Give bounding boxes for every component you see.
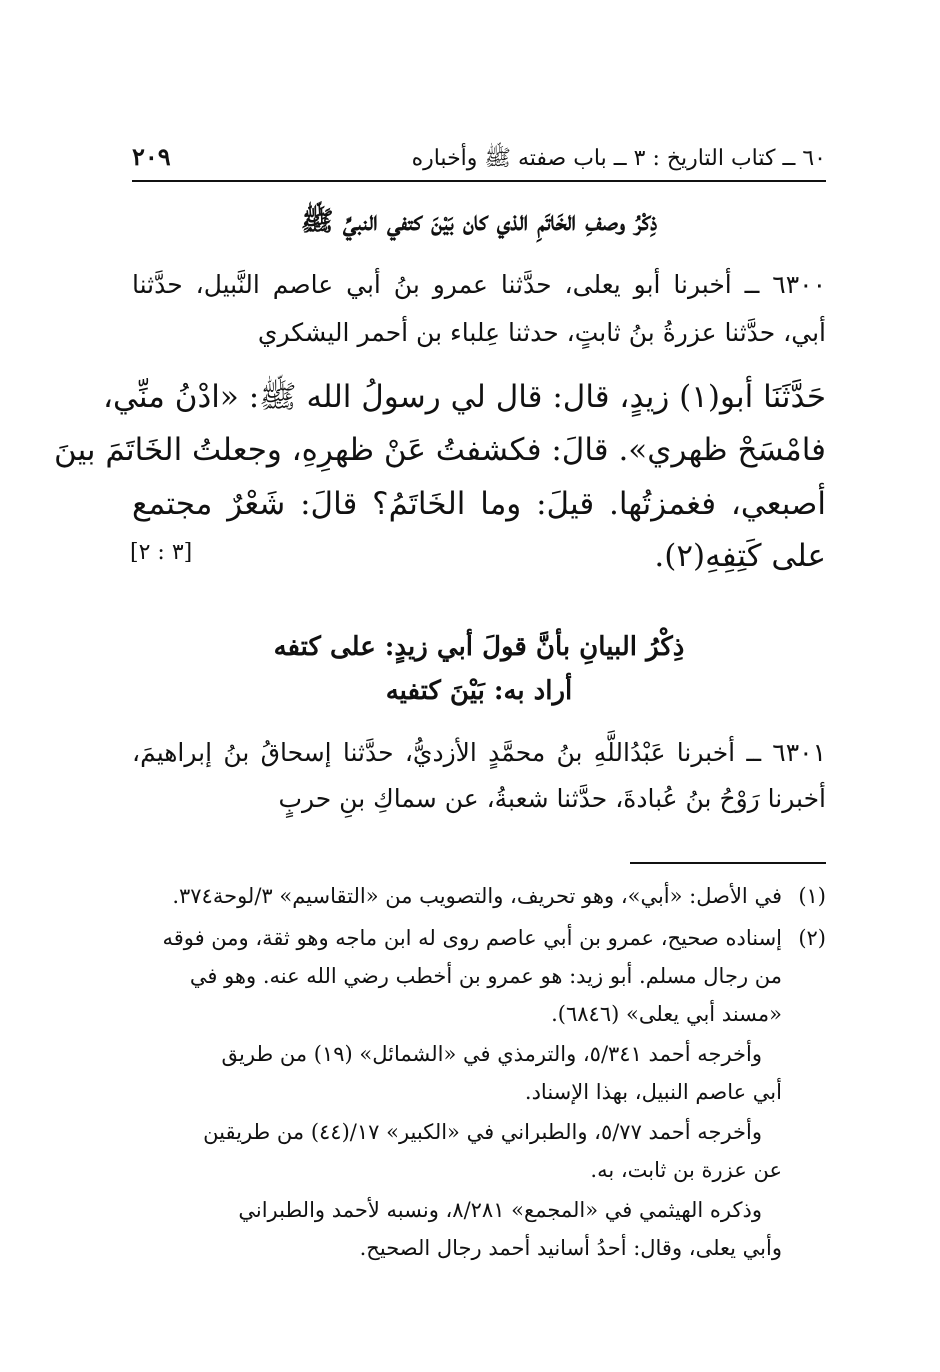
hadith-6300-isnad-line-1: ٦٣٠٠ ــ أخبرنا أبو يعلى، حدَّثنا عمرو بنُ أبي عاصم النَّبيل، حدَّثنا: [132, 270, 826, 299]
hadith-6300-matn-line-2: فامْسَحْ ظهري». قالَ: فكشفتُ عَنْ ظهرِهِ، وجعلتُ الخَاتَمَ بينَ: [53, 432, 826, 468]
running-title: ٦٠ ــ كتاب التاريخ : ٣ ــ باب صفته ﷺ وأخباره: [411, 146, 826, 171]
footnote-2-number: (٢): [798, 926, 826, 950]
hadith-6300-isnad-line-2: أبي، حدَّثنا عزرةُ بنُ ثابتٍ، حدثنا عِلباء بن أحمر اليشكري: [257, 318, 826, 347]
section-heading-1: ذِكْرُ وصفِ الخَاتَمِ الذي كان بَيْنَ كتفي النبيِّ ﷺ: [300, 206, 658, 237]
page-number: ٢٠٩: [132, 142, 171, 171]
footnote-2-text-line-5: أبي عاصم النبيل، بهذا الإسناد.: [524, 1080, 782, 1104]
hadith-6300-matn-line-3: أصبعي، فغمزتُها. قيلَ: وما الخَاتَمُ؟ قالَ: شَعْرٌ مجتمع: [132, 486, 826, 522]
section-heading-2-line-2: أراد به: بَيْنَ كتفيه: [385, 676, 573, 706]
footnote-2-text-line-4: وأخرجه أحمد ٥/٣٤١، والترمذي في «الشمائل» (١٩) من طريق: [221, 1042, 762, 1066]
page-header: [132, 140, 826, 182]
reference-code: [٣ : ٢]: [130, 540, 193, 565]
footnote-2-text-line-8: وذكره الهيثمي في «المجمع» ٨/٢٨١، ونسبه لأحمد والطبراني: [238, 1198, 762, 1222]
footnote-2-text-line-3: «مسند أبي يعلى» (٦٨٤٦).: [551, 1002, 782, 1026]
footnote-2-text-line-2: من رجال مسلم. أبو زيد: هو عمرو بن أخطب رضي الله عنه. وهو في: [189, 964, 782, 988]
footnote-1-number: (١): [798, 884, 826, 908]
footnote-separator: [630, 862, 826, 864]
footnote-2-text-line-7: عن عزرة بن ثابت، به.: [590, 1158, 782, 1182]
hadith-6300-matn-line-1: حَدَّثَنَا أبو(١) زيدٍ، قال: قال لي رسولُ الله ﷺ: «ادْنُ منِّي،: [103, 379, 826, 415]
section-heading-2-line-1: ذِكْرُ البيانِ بأنَّ قولَ أبي زيدٍ: على كتفه: [273, 632, 685, 662]
footnote-2-text-line-9: وأبي يعلى، وقال: أحدُ أسانيد أحمد رجال الصحيح.: [359, 1236, 782, 1260]
footnote-2-text-line-1: إسناده صحيح، عمرو بن أبي عاصم روى له ابن ماجه وهو ثقة، ومن فوقه: [162, 926, 782, 950]
hadith-6301-isnad-line-1: ٦٣٠١ ــ أخبرنا عَبْدُاللَّهِ بنُ محمَّدٍ الأزديُّ، حدَّثنا إسحاقُ بنُ إبراهيمَ،: [132, 738, 826, 767]
footnote-2-text-line-6: وأخرجه أحمد ٥/٧٧، والطبراني في «الكبير» ١٧/(٤٤) من طريقين: [203, 1120, 762, 1144]
hadith-6300-matn-line-4: على كَتِفِهِ(٢).: [654, 538, 826, 574]
footnote-1-text: في الأصل: «أبي»، وهو تحريف، والتصويب من «التقاسيم» ٣/لوحة٣٧٤.: [172, 884, 782, 908]
hadith-6301-isnad-line-2: أخبرنا رَوْحُ بنُ عُبادةَ، حدَّثنا شعبةُ، عن سماكِ بنِ حربٍ: [278, 784, 826, 813]
